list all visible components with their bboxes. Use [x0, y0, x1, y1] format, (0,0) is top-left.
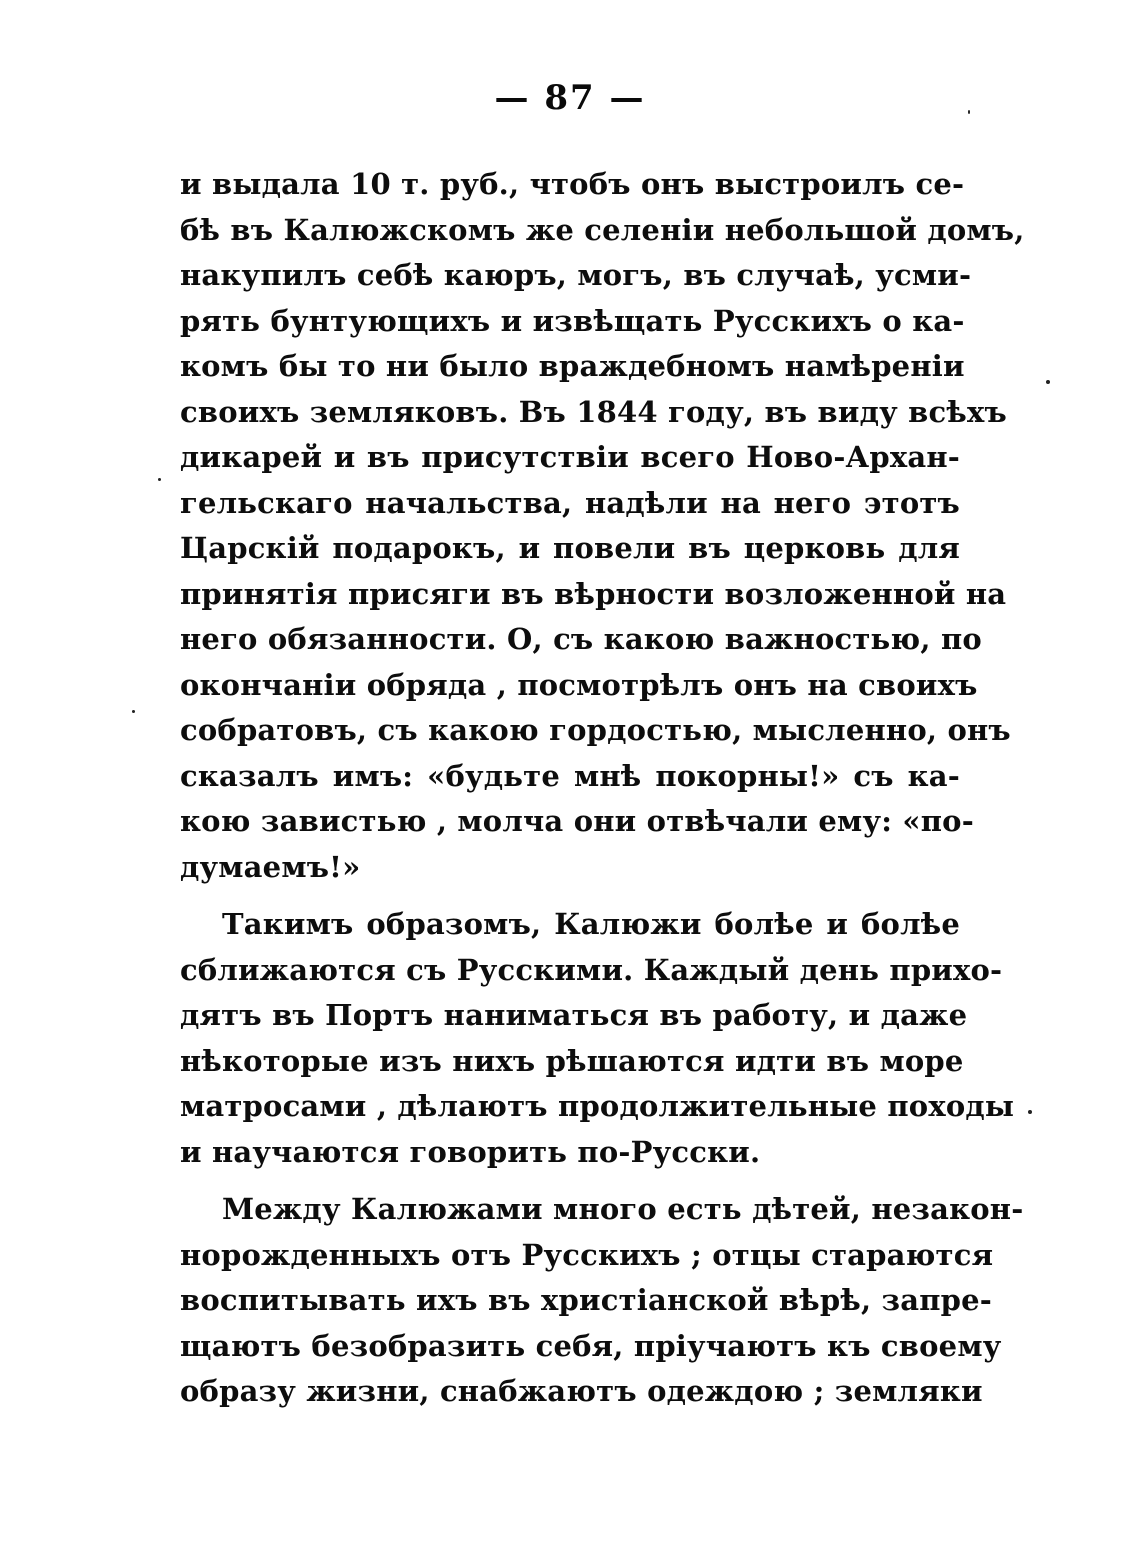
text-line: сближаются съ Русскими. Каждый день прихо-: [180, 952, 1003, 987]
text-line: него обязанности. О, съ какою важностью, по: [180, 622, 982, 656]
text-line: матросами , дѣлаютъ продолжительные походы: [180, 1089, 1015, 1123]
paragraph: [180, 1187, 1024, 1415]
text-line: комъ бы то ни было враждебномъ намѣреніи: [180, 349, 965, 383]
text-line: думаемъ!»: [180, 849, 361, 884]
text-line: принятія присяги въ вѣрности возложенной на: [180, 576, 1007, 611]
scan-speck: [1046, 380, 1050, 384]
text-line: Царскій подарокъ, и повели въ церковь для: [180, 531, 960, 565]
text-line: Между Калюжами много есть дѣтей, незакон-: [222, 1192, 1024, 1226]
text-line: своихъ земляковъ. Въ 1844 году, въ виду всѣхъ: [180, 394, 1007, 429]
scan-speck: [158, 478, 161, 481]
text-line: воспитывать ихъ въ христіанской вѣрѣ, запре-: [180, 1283, 993, 1317]
text-line: дятъ въ Портъ наниматься въ работу, и даже: [180, 998, 968, 1032]
body-text: [180, 162, 1025, 1415]
text-line: норожденныхъ отъ Русскихъ ; отцы стараются: [180, 1237, 994, 1272]
text-line: Такимъ образомъ, Калюжи болѣе и болѣе: [222, 907, 960, 941]
text-line: собратовъ, съ какою гордостью, мысленно, онъ: [180, 713, 1011, 747]
text-line: и научаются говорить по-Русски.: [180, 1134, 761, 1169]
text-line: накупилъ себѣ каюръ, могъ, въ случаѣ, усми-: [180, 258, 972, 292]
scan-speck: [968, 110, 970, 114]
text-line: кою завистью , молча они отвѣчали ему: «по-: [180, 804, 974, 838]
text-line: гельскаго начальства, надѣли на него этотъ: [180, 485, 960, 520]
paragraph: [180, 902, 1015, 1175]
text-line: щаютъ безобразить себя, пріучаютъ къ своему: [180, 1328, 1002, 1363]
text-line: окончаніи обряда , посмотрѣлъ онъ на своихъ: [180, 667, 978, 702]
text-line: дикарей и въ присутствіи всего Ново-Архан-: [180, 440, 960, 474]
paragraph: [180, 162, 1025, 890]
text-line: рять бунтующихъ и извѣщать Русскихъ о ка-: [180, 303, 965, 338]
scan-speck: [1028, 1110, 1032, 1114]
text-line: сказалъ имъ: «будьте мнѣ покорны!» съ ка-: [180, 758, 960, 793]
text-line: образу жизни, снабжаютъ одеждою ; земляки: [180, 1374, 983, 1408]
text-line: нѣкоторые изъ нихъ рѣшаются идти въ море: [180, 1043, 964, 1078]
text-line: бѣ въ Калюжскомъ же селеніи небольшой домъ,: [180, 212, 1025, 247]
text-line: и выдала 10 т. руб., чтобъ онъ выстроилъ се-: [180, 167, 965, 201]
scan-speck: [132, 710, 135, 713]
page-number: — 87 —: [494, 78, 646, 118]
